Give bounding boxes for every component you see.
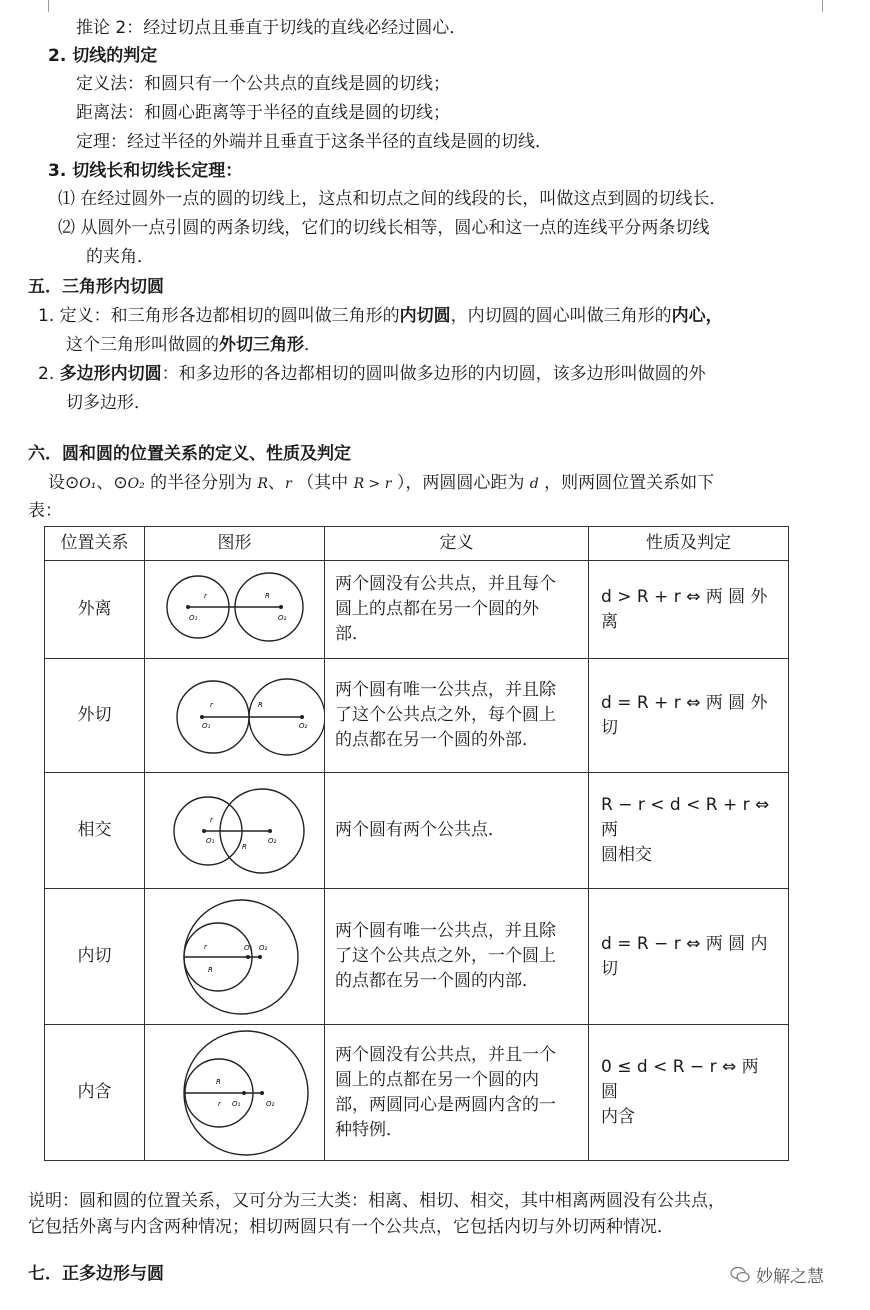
externally-tangent-diagram <box>146 660 324 772</box>
corner-mark-right <box>822 0 823 12</box>
label-r: r <box>209 700 213 709</box>
circle-relations-table <box>44 526 789 1161</box>
separate-circles-diagram <box>146 562 324 658</box>
property-cell: d = R + r ⇔ 两 圆 外 切 <box>589 659 789 773</box>
contained-circles-diagram <box>146 1026 324 1160</box>
figure-separate <box>145 561 325 659</box>
polygon-incircle: 2. 多边形内切圆：和多边形的各边都相切的圆叫做多边形的内切圆，该多边形叫做圆的外 <box>38 364 706 384</box>
intersecting-circles-diagram <box>146 774 324 888</box>
table-row <box>45 1025 789 1161</box>
tangent-length-item-2-cont: 的夹角． <box>86 247 154 267</box>
center-o1 <box>246 955 250 959</box>
header-relation: 位置关系 <box>45 527 145 561</box>
definition-cell: 两个圆有唯一公共点，并且除 了这个公共点之外，每个圆上 的点都在另一个圆的外部． <box>325 659 589 773</box>
incircle-definition: 1. 定义：和三角形各边都相切的圆叫做三角形的内切圆，内切圆的圆心叫做三角形的内心， <box>38 306 723 326</box>
note-line-2: 它包括外离与内含两种情况；相切两圆只有一个公共点，它包括内切与外切两种情况． <box>28 1217 674 1237</box>
section-6-title: 六．圆和圆的位置关系的定义、性质及判定 <box>28 444 351 464</box>
corollary-2: 推论 2：经过切点且垂直于切线的直线必经过圆心． <box>76 18 467 38</box>
label-o1: O₁ <box>188 613 197 622</box>
label-o2: O₂ <box>258 943 267 952</box>
figure-contained <box>145 1025 325 1161</box>
label-R: R <box>207 965 213 974</box>
figure-externally-tangent <box>145 659 325 773</box>
definition-cell: 两个圆没有公共点，并且每个 圆上的点都在另一个圆的外 部． <box>325 561 589 659</box>
center-o2 <box>268 829 272 833</box>
section-6-intro-cont: 表： <box>28 501 62 521</box>
note-line-1: 说明：圆和圆的位置关系，又可分为三大类：相离、相切、相交，其中相离两圆没有公共点， <box>28 1191 725 1211</box>
label-o2: O₂ <box>265 1099 274 1108</box>
label-R: R <box>215 1077 221 1086</box>
section-5-title: 五．三角形内切圆 <box>28 277 164 297</box>
distance-method: 距离法：和圆心距离等于半径的直线是圆的切线； <box>76 103 450 123</box>
header-definition: 定义 <box>325 527 589 561</box>
center-o1 <box>202 829 206 833</box>
table-row <box>45 889 789 1025</box>
section-7-title: 七．正多边形与圆 <box>28 1264 164 1284</box>
watermark <box>730 1262 824 1287</box>
table-row <box>45 659 789 773</box>
label-R: R <box>257 700 263 709</box>
center-o2 <box>279 605 283 609</box>
figure-intersecting <box>145 773 325 889</box>
center-o1 <box>186 605 190 609</box>
relation-name: 外离 <box>45 561 145 659</box>
definition-cell: 两个圆没有公共点，并且一个 圆上的点都在另一个圆的内 部，两圆同心是两圆内含的一 种特例． <box>325 1025 589 1161</box>
definition-cell: 两个圆有两个公共点． <box>325 773 589 889</box>
table-row <box>45 773 789 889</box>
label-o1: O₁ <box>201 721 210 730</box>
table-row <box>45 561 789 659</box>
label-o2: O₂ <box>298 721 307 730</box>
incircle-definition-cont: 这个三角形叫做圆的外切三角形． <box>66 335 321 355</box>
label-o2: O₂ <box>277 613 286 622</box>
center-o2 <box>258 955 262 959</box>
relation-name: 相交 <box>45 773 145 889</box>
corner-mark-left <box>48 0 49 12</box>
tangent-length-item-2: ⑵ 从圆外一点引圆的两条切线，它们的切线长相等，圆心和这一点的连线平分两条切线 <box>58 218 710 238</box>
header-property: 性质及判定 <box>589 527 789 561</box>
internally-tangent-diagram <box>146 890 324 1024</box>
label-o2: O₂ <box>267 836 276 845</box>
property-cell: d > R + r ⇔ 两 圆 外 离 <box>589 561 789 659</box>
center-o1 <box>242 1091 246 1095</box>
label-r: r <box>217 1099 221 1108</box>
table-header-row <box>45 527 789 561</box>
label-o1: O₁ <box>231 1099 240 1108</box>
figure-internally-tangent <box>145 889 325 1025</box>
tangent-length-item-1: ⑴ 在经过圆外一点的圆的切线上，这点和切点之间的线段的长，叫做这点到圆的切线长． <box>58 189 727 209</box>
relation-name: 内切 <box>45 889 145 1025</box>
relation-name: 外切 <box>45 659 145 773</box>
polygon-incircle-cont: 切多边形． <box>66 393 151 413</box>
definition-method: 定义法：和圆只有一个公共点的直线是圆的切线； <box>76 74 450 94</box>
label-r: r <box>203 591 207 600</box>
label-r: r <box>203 942 207 951</box>
property-cell: R − r < d < R + r ⇔两 圆相交 <box>589 773 789 889</box>
label-o1: O₁ <box>243 943 252 952</box>
header-figure: 图形 <box>145 527 325 561</box>
center-o1 <box>200 715 204 719</box>
heading-tangent-criteria: 2. 切线的判定 <box>48 46 158 66</box>
property-cell: d = R − r ⇔ 两 圆 内 切 <box>589 889 789 1025</box>
label-R: R <box>241 842 247 851</box>
wechat-icon <box>730 1266 750 1284</box>
definition-cell: 两个圆有唯一公共点，并且除 了这个公共点之外，一个圆上 的点都在另一个圆的内部． <box>325 889 589 1025</box>
label-r: r <box>209 815 213 824</box>
label-R: R <box>264 591 270 600</box>
watermark-text: 妙解之慧 <box>756 1267 824 1287</box>
center-o2 <box>300 715 304 719</box>
property-cell: 0 ≤ d < R − r ⇔ 两 圆 内含 <box>589 1025 789 1161</box>
relation-name: 内含 <box>45 1025 145 1161</box>
heading-tangent-length: 3. 切线长和切线长定理： <box>48 161 243 181</box>
center-o2 <box>260 1091 264 1095</box>
section-6-intro: 设⊙O₁、⊙O₂ 的半径分别为 R、r （其中 R > r ），两圆圆心距为 d ，则两圆位置关系如下 <box>48 473 715 493</box>
theorem-method: 定理：经过半径的外端并且垂直于这条半径的直线是圆的切线． <box>76 132 552 152</box>
label-o1: O₁ <box>205 836 214 845</box>
